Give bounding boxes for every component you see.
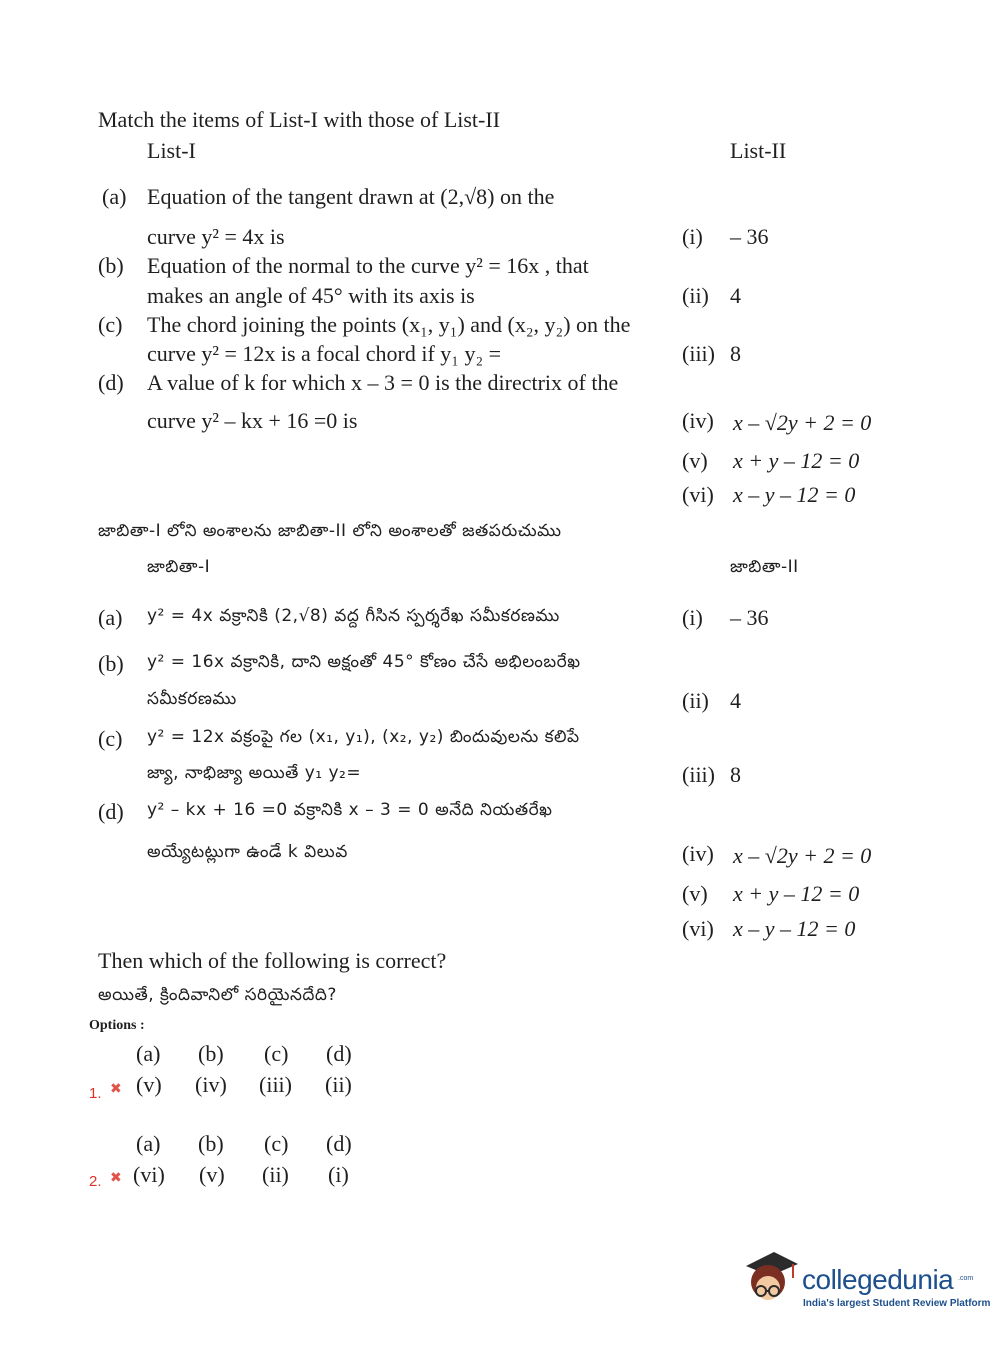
instruction-english: Match the items of List-I with those of List-II: [98, 107, 501, 132]
options-label: Options :: [89, 1018, 145, 1033]
question-telugu: అయితే, క్రిందివానిలో సరియైనదేది?: [98, 985, 337, 1005]
instruction-telugu: జాబితా-I లోని అంశాలను జాబితా-II లోని అంశాలతో జతపరుచుము: [98, 521, 562, 541]
telugu-list2-header: జాబితా-II: [730, 557, 799, 577]
question-english: Then which of the following is correct?: [98, 948, 447, 973]
list1-header: List-I: [147, 138, 196, 163]
wrong-mark-icon: ✖: [110, 1170, 122, 1186]
list2-header: List-II: [730, 138, 787, 163]
telugu-list1-header: జాబితా-I: [147, 557, 211, 577]
option-2-number: 2.: [89, 1173, 102, 1190]
wrong-mark-icon: ✖: [110, 1081, 122, 1097]
mascot-icon: [740, 1248, 802, 1310]
option-1-number: 1.: [89, 1085, 102, 1102]
